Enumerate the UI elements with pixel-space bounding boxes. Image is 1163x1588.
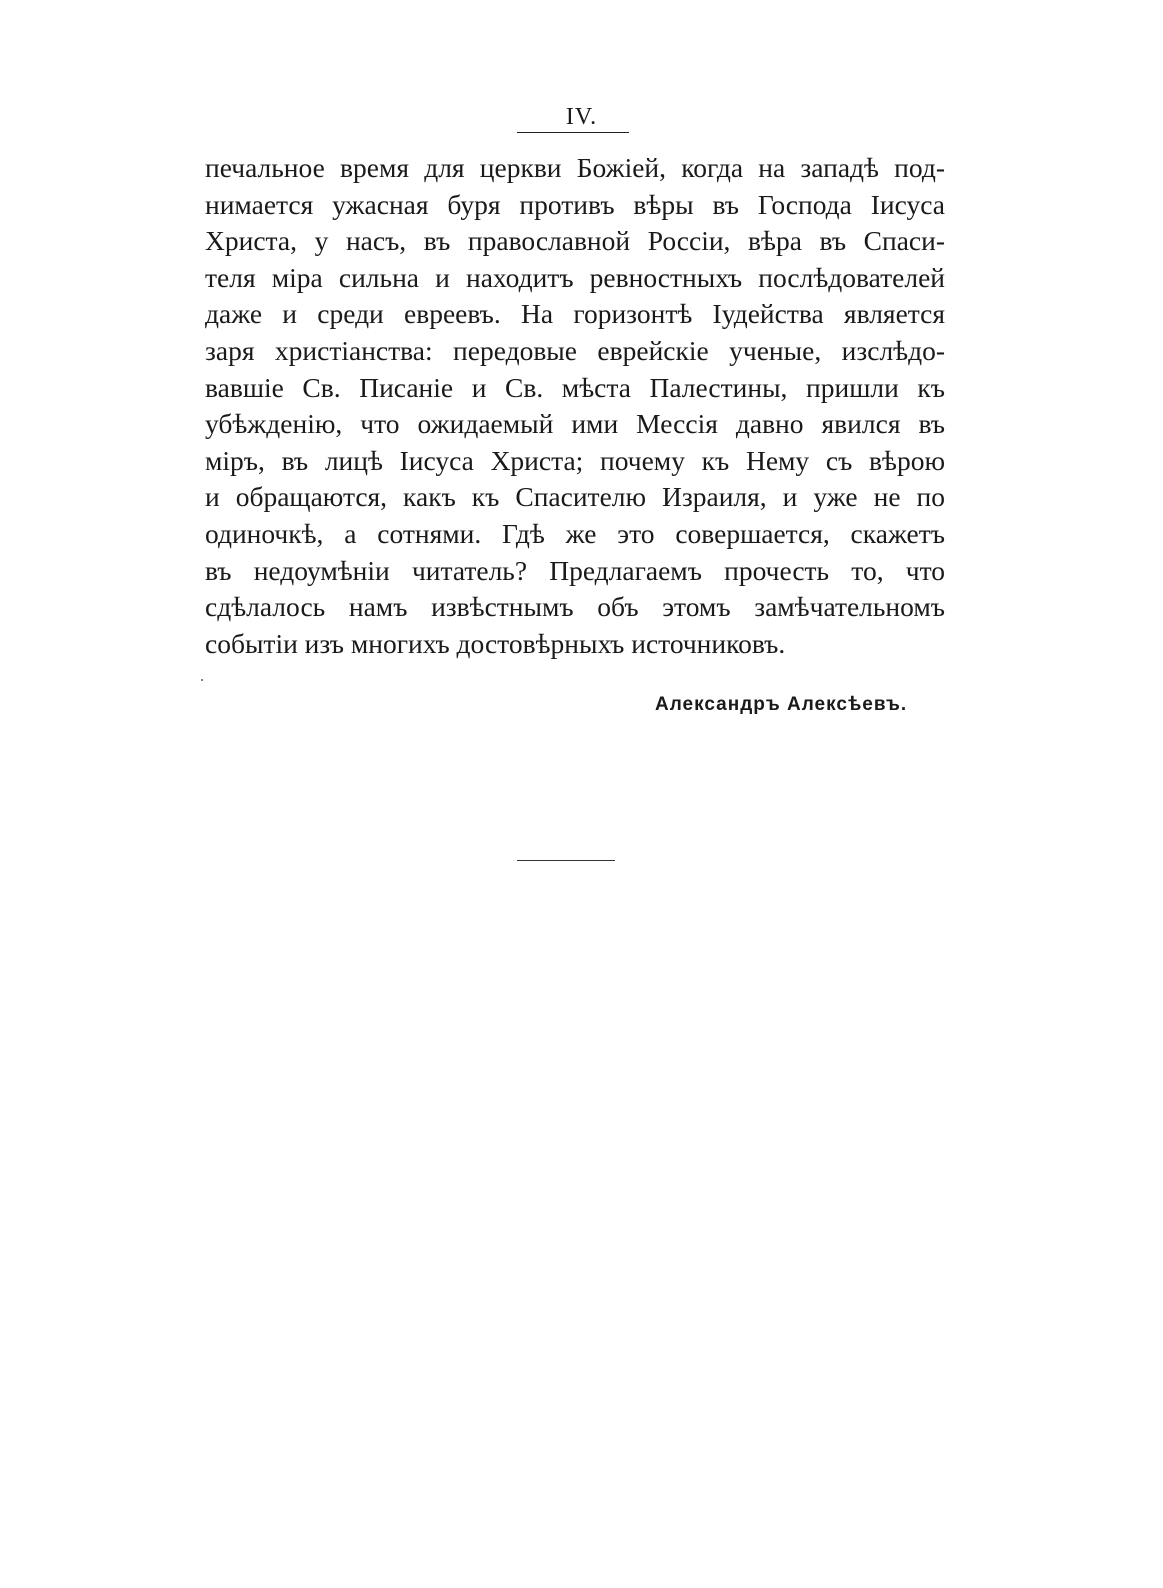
preface-text [205, 150, 945, 662]
text-line: теля міра сильна и находитъ ревностныхъ послѣдователей [205, 261, 945, 293]
page-number: IV. [565, 104, 598, 130]
text-line-last: событіи изъ многихъ достовѣрныхъ источниковъ. [205, 627, 786, 659]
text-line: Христа, у насъ, въ православной Россіи, вѣра въ Спаси- [205, 225, 945, 257]
text-line: міръ, въ лицѣ Іисуса Христа; почему къ Нему съ вѣрою [205, 444, 945, 476]
end-rule [517, 860, 615, 861]
text-line: нимается ужасная буря противъ вѣры въ Господа Іисуса [205, 188, 945, 220]
text-line: вавшіе Св. Писаніе и Св. мѣста Палестины, пришли къ [205, 371, 945, 403]
header-rule [517, 132, 629, 133]
text-line: заря христіанства: передовые еврейскіе ученые, изслѣдо- [205, 334, 945, 366]
author-signature: Александръ Алексѣевъ. [655, 694, 908, 715]
text-line: сдѣлалось намъ извѣстнымъ объ этомъ замѣчательномъ [205, 591, 945, 623]
text-line: даже и среди евреевъ. На горизонтѣ Іудейства является [205, 298, 945, 330]
print-speck [201, 679, 203, 681]
text-line: въ недоумѣніи читатель? Предлагаемъ прочесть то, что [205, 554, 945, 586]
text-line: убѣжденію, что ожидаемый ими Мессія давно явился въ [205, 408, 945, 440]
text-line: и обращаются, какъ къ Спасителю Израиля, и уже не по [205, 481, 945, 513]
text-line: одиночкѣ, а сотнями. Гдѣ же это совершается, скажетъ [205, 517, 945, 549]
text-line: печальное время для церкви Божіей, когда на западѣ под- [205, 152, 945, 183]
